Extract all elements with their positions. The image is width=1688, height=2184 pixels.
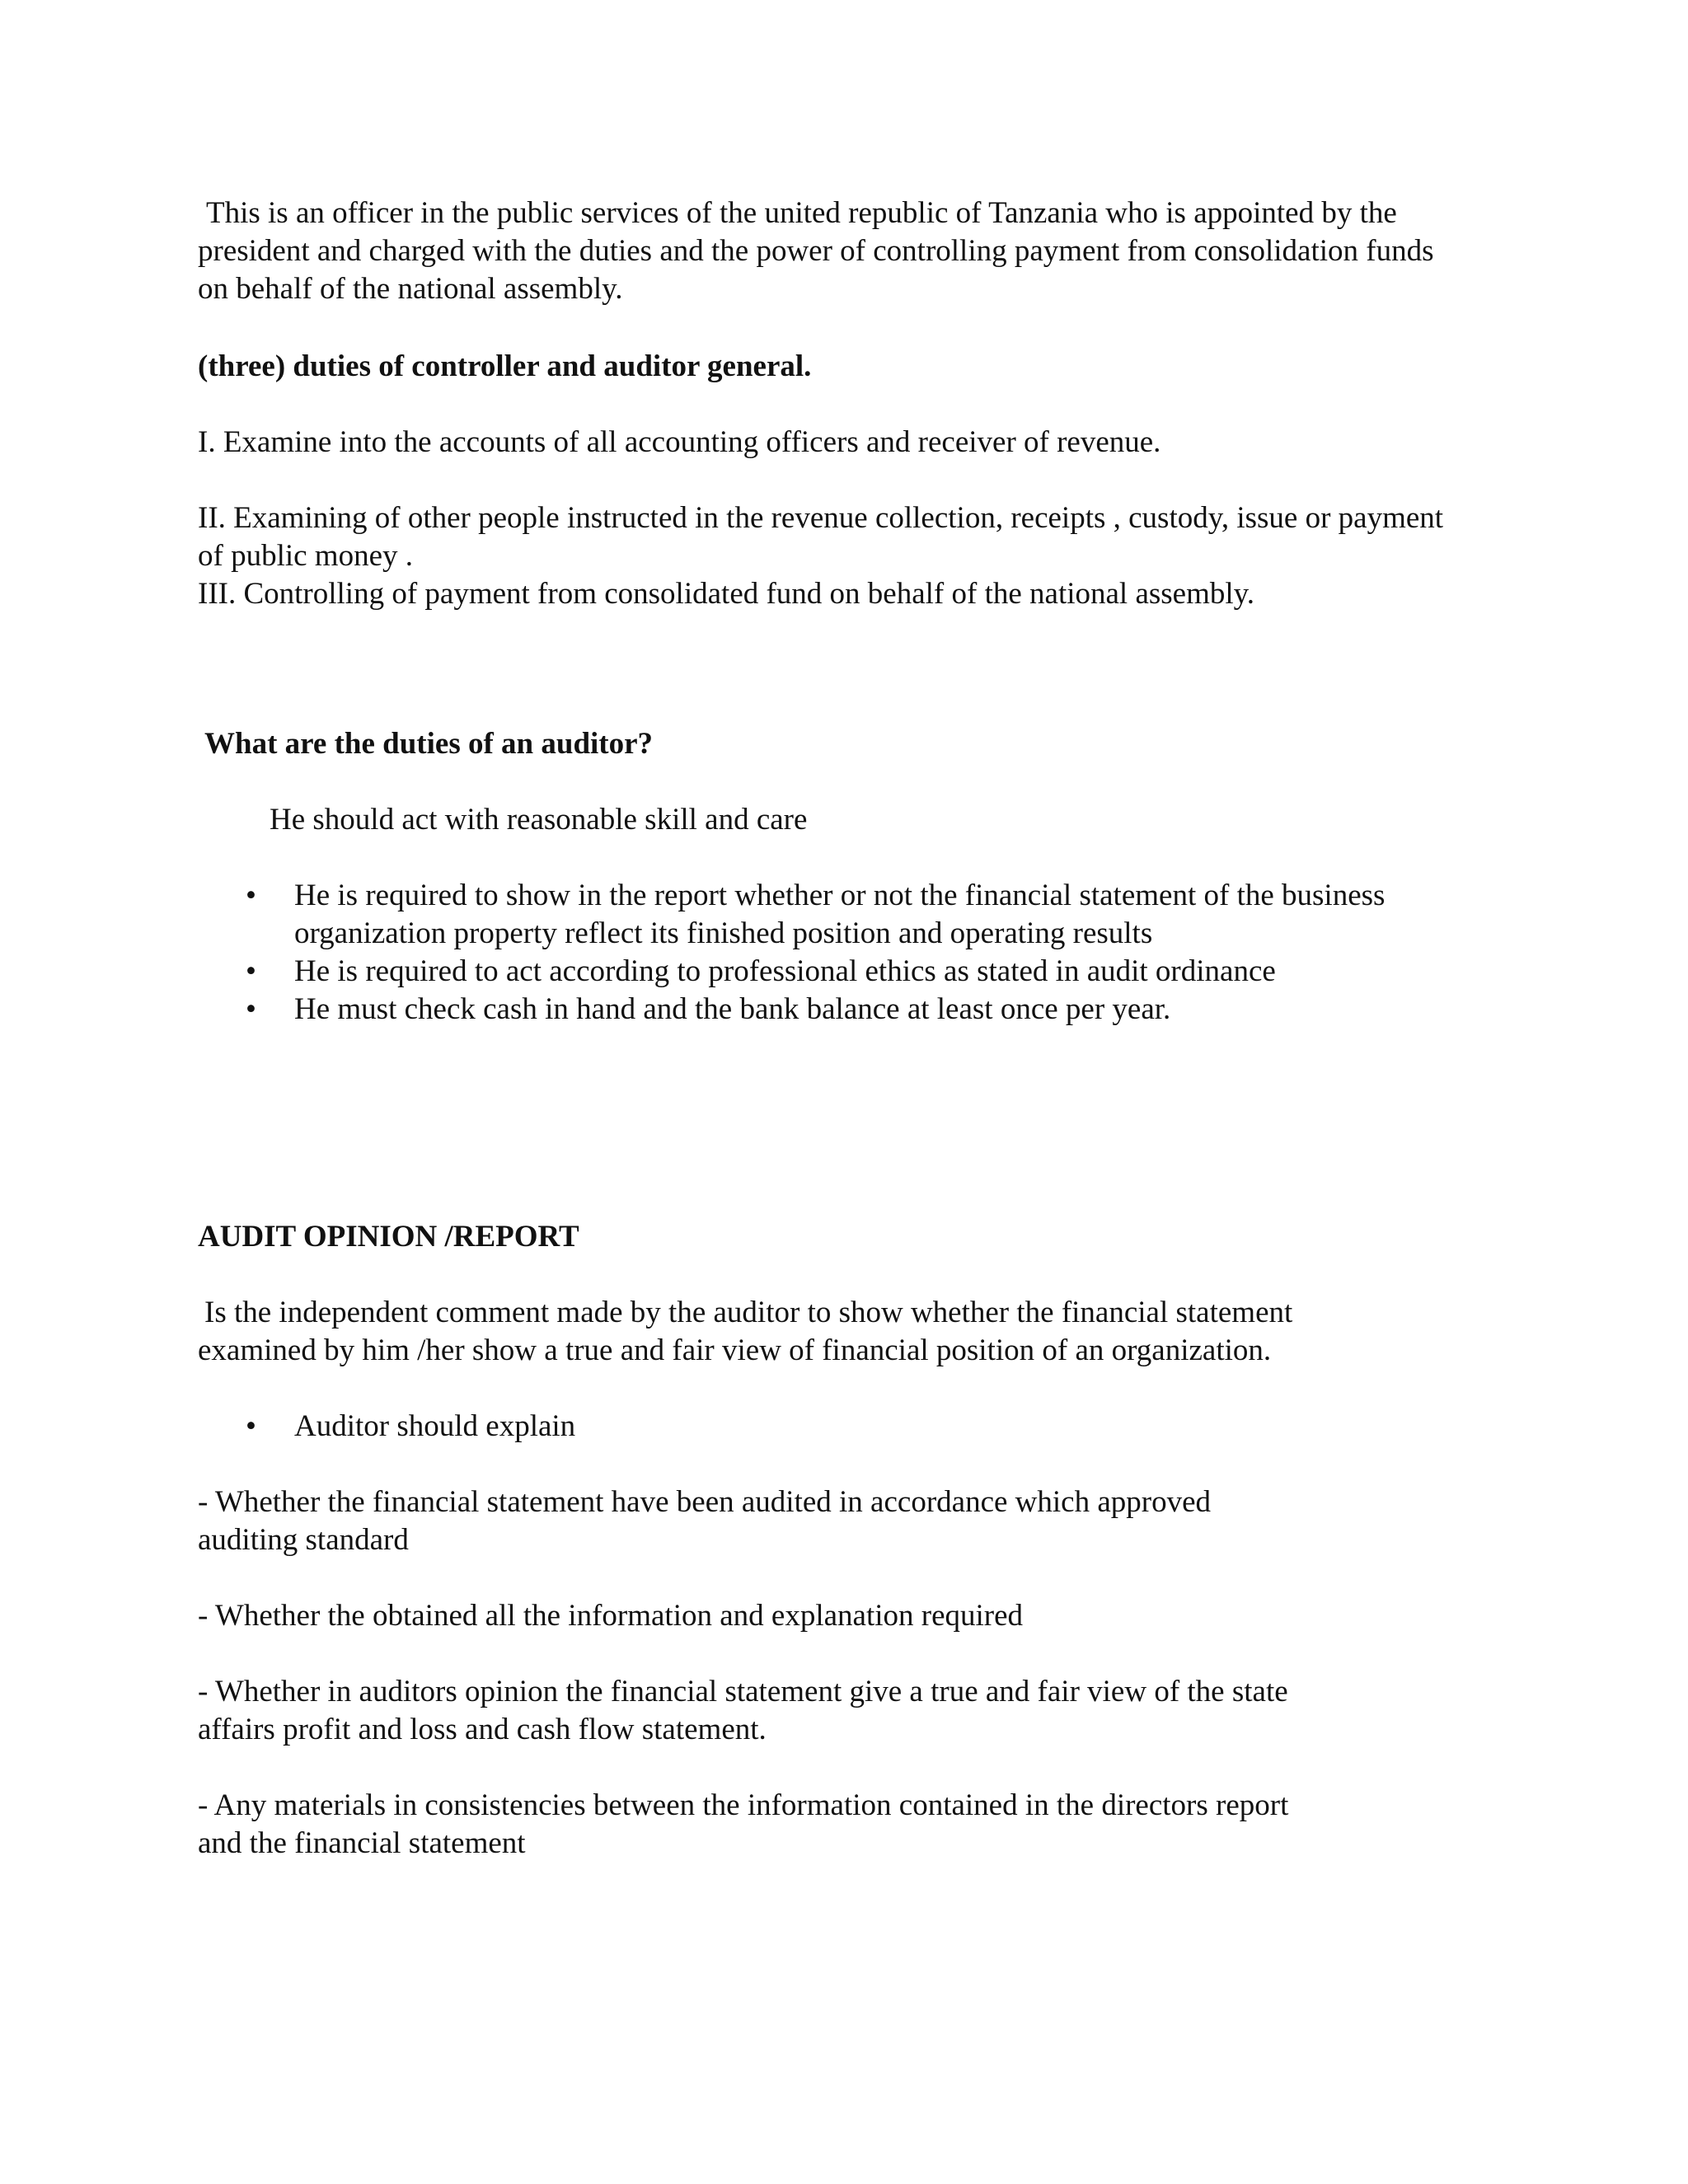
opinion-point-1: - Whether the financial statement have been audited in accordance which approved auditing standard (198, 1485, 1212, 1557)
list-item (0, 1408, 1473, 1446)
bullet-icon: • (246, 1409, 256, 1443)
opinion-point-3: - Whether in auditors opinion the financial statement give a true and fair view of the state affairs profit and loss and cash flow statement. (198, 1675, 1288, 1746)
list-item-text: He is required to act according to professional ethics as stated in audit ordinance (294, 954, 1276, 988)
auditor-duties-heading: What are the duties of an auditor? (204, 727, 654, 761)
audit-opinion-definition: Is the independent comment made by the auditor to show whether the financial statement examined by him /her show a true and fair view of financial position of an organization. (198, 1296, 1293, 1367)
cag-duty-1: I. Examine into the accounts of all accounting officers and receiver of revenue. (198, 425, 1161, 459)
audit-opinion-heading: AUDIT OPINION /REPORT (198, 1220, 579, 1254)
opinion-point-2: - Whether the obtained all the information and explanation required (198, 1599, 1024, 1633)
bullet-icon: • (246, 992, 256, 1026)
list-item-text: He must check cash in hand and the bank balance at least once per year. (294, 992, 1171, 1026)
list-item-text: He is required to show in the report whether or not the financial statement of the business organization property reflect its finished position and operating results (294, 879, 1386, 950)
list-item (0, 991, 1349, 1029)
list-item-text: Auditor should explain (294, 1409, 576, 1443)
opinion-point-4: - Any materials in consistencies between the information contained in the directors report and the financial statement (198, 1788, 1289, 1860)
list-item (0, 877, 1473, 953)
auditor-duties-lead: He should act with reasonable skill and care (270, 803, 808, 837)
intro-paragraph: This is an officer in the public services of the united republic of Tanzania who is appointed by the president and charged with the duties and the power of controlling payment from consolidation funds on behalf of the national assembly. (198, 196, 1434, 306)
bullet-icon: • (246, 879, 256, 912)
cag-duty-3: III. Controlling of payment from consolidated fund on behalf of the national assembly. (198, 577, 1255, 611)
auditor-duties-list (0, 877, 1688, 1029)
audit-opinion-list (0, 1408, 1688, 1446)
cag-duty-2: II. Examining of other people instructed in the revenue collection, receipts , custody, issue or payment of public money . (198, 501, 1444, 573)
cag-duties-heading: (three) duties of controller and auditor general. (198, 349, 812, 383)
bullet-icon: • (246, 954, 256, 988)
list-item (0, 953, 1473, 991)
